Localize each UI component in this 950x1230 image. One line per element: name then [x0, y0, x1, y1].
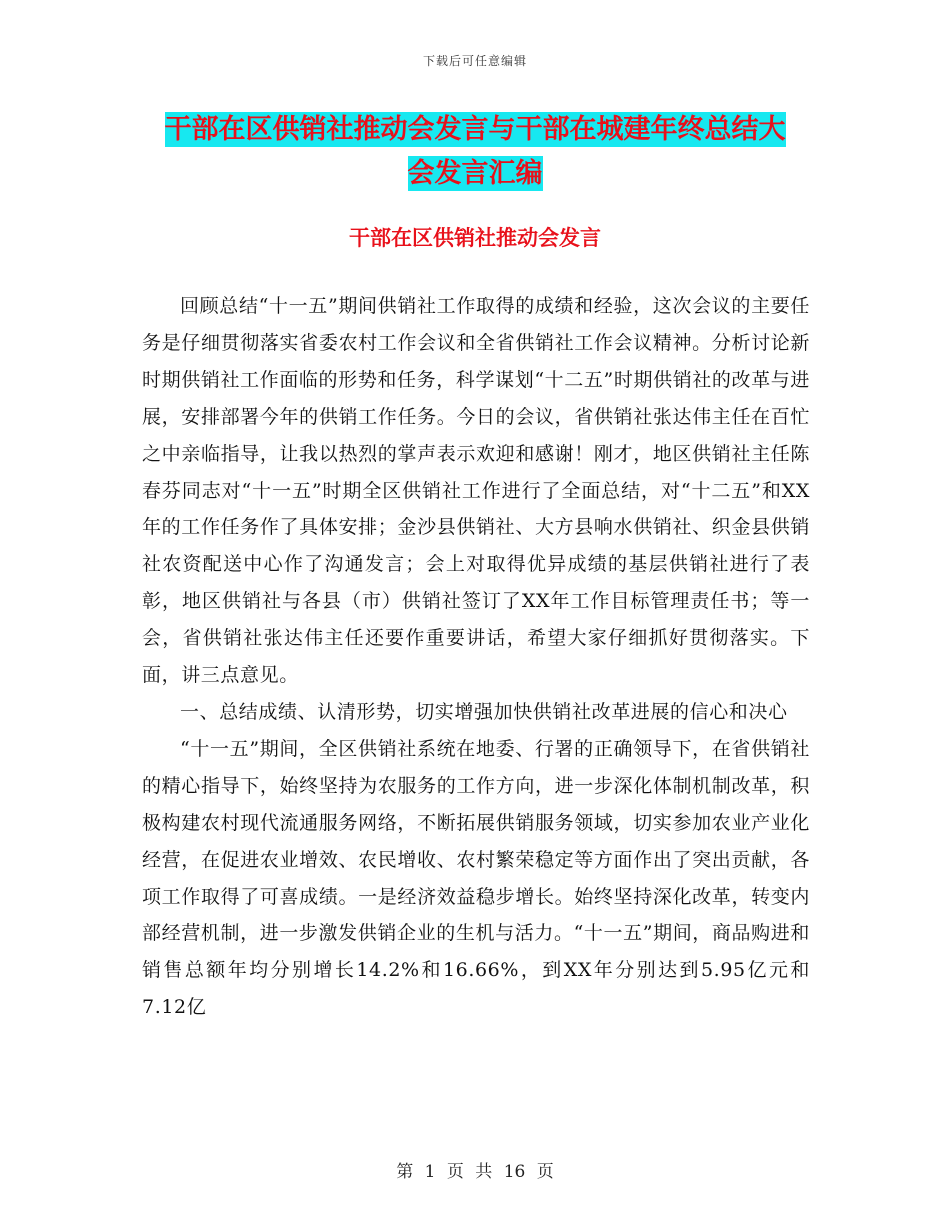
document-body — [142, 288, 810, 1026]
document-title-line-1: 干部在区供销社推动会发言与干部在城建年终总结大 — [164, 114, 786, 145]
page-footer: 第 1 页 共 16 页 — [396, 1162, 554, 1182]
section-title: 干部在区供销社推动会发言 — [349, 225, 601, 250]
document-title — [0, 108, 950, 196]
paragraph-heading: 一、总结成绩、认清形势，切实增强加快供销社改革进展的信心和决心 — [180, 700, 788, 723]
document-title-line-2: 会发言汇编 — [407, 158, 543, 189]
paragraph: 回顾总结“十一五”期间供销社工作取得的成绩和经验，这次会议的主要任务是仔细贯彻落实省委农村工作会议和全省供销社工作会议精神。分析讨论新时期供销社工作面临的形势和任务，科学谋划“十二五”时期供销社的改革与进展，安排部署今年的供销工作任务。今日的会议，省供销社张达伟主任在百忙之中亲临指导，让我以热烈的掌声表示欢迎和感谢！刚才，地区供销社主任陈春芬同志对“十一五”时期全区供销社工作进行了全面总结，对“十二五”和XX年的工作任务作了具体安排；金沙县供销社、大方县响水供销社、织金县供销社农资配送中心作了沟通发言；会上对取得优异成绩的基层供销社进行了表彰，地区供销社与各县（市）供销社签订了XX年工作目标管理责任书；等一会，省供销社张达伟主任还要作重要讲话，希望大家仔细抓好贯彻落实。下面，讲三点意见。 — [142, 295, 810, 687]
page-header-note: 下载后可任意编辑 — [422, 54, 527, 68]
paragraph: “十一五”期间，全区供销社系统在地委、行署的正确领导下，在省供销社的精心指导下，始终坚持为农服务的工作方向，进一步深化体制机制改革，积极构建农村现代流通服务网络，不断拓展供销服务领域，切实参加农业产业化经营，在促进农业增效、农民增收、农村繁荣稳定等方面作出了突出贡献，各项工作取得了可喜成绩。一是经济效益稳步增长。始终坚持深化改革，转变内部经营机制，进一步激发供销企业的生机与活力。“十一五”期间，商品购进和销售总额年均分别增长14.2%和16.66%，到XX年分别达到5.95亿元和7.12亿 — [142, 737, 810, 1019]
